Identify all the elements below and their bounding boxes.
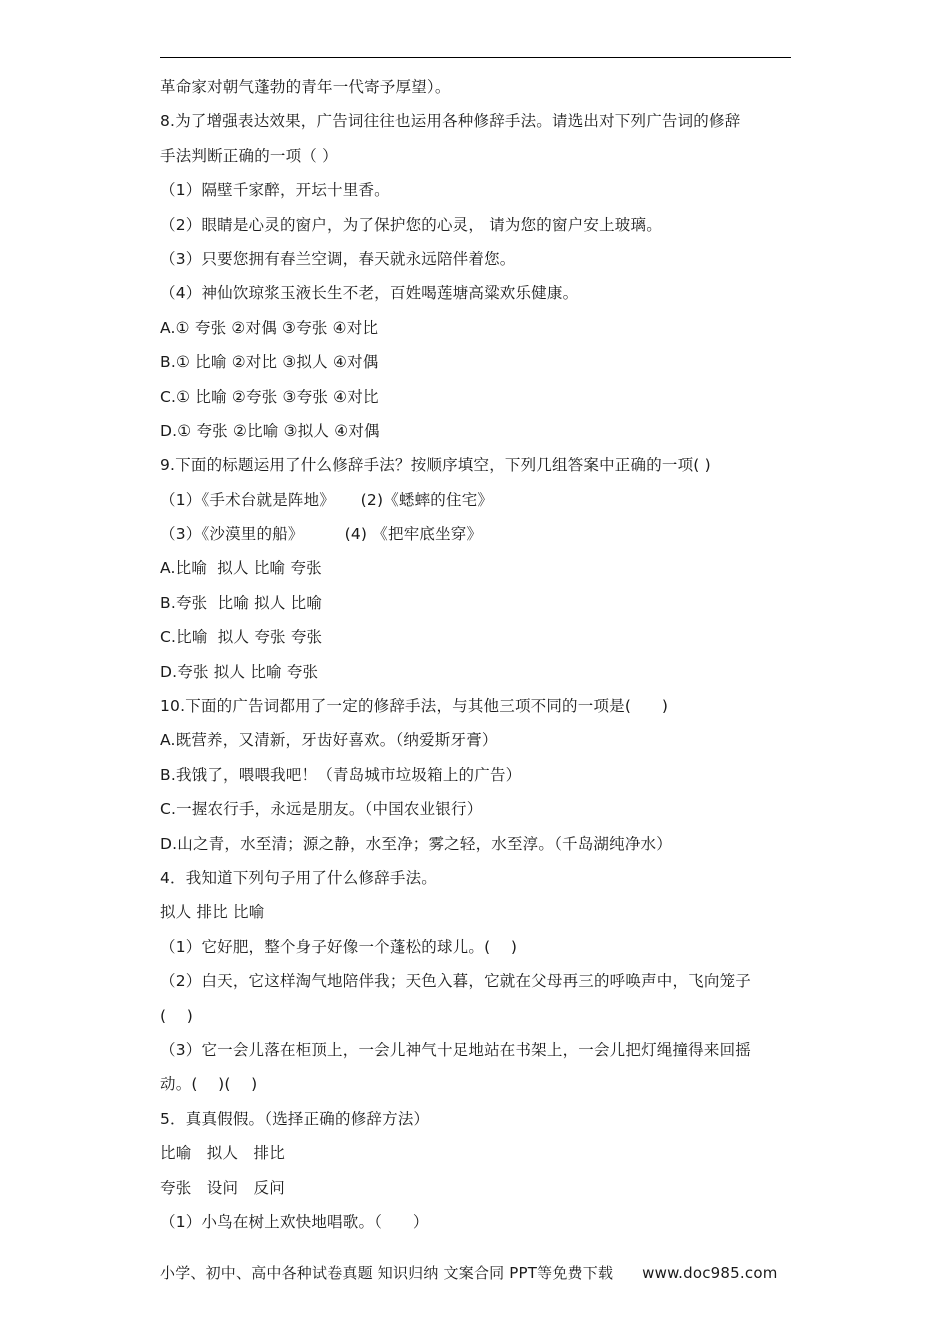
question-8-stem: 8.为了增强表达效果，广告词往往也运用各种修辞手法。请选出对下列广告词的修辞 (160, 112, 741, 131)
question-8-option-c: C.① 比喻 ②夸张 ③夸张 ④对比 (160, 387, 379, 406)
question-5-stem: 5．真真假假。（选择正确的修辞方法） (160, 1109, 430, 1128)
question-8-item-1: （1）隔壁千家醉，开坛十里香。 (160, 181, 390, 200)
question-9-titles-1: （1）《手术台就是阵地》 (2)《蟋蟀的住宅》 (160, 490, 494, 509)
document-body (160, 70, 800, 1239)
question-8-option-d: D.① 夸张 ②比喻 ③拟人 ④对偶 (160, 421, 380, 440)
footer-text: 小学、初中、高中各种试卷真题 知识归纳 文案合同 PPT等免费下载 (160, 1264, 614, 1282)
question-8-option-a: A.① 夸张 ②对偶 ③夸张 ④对比 (160, 318, 379, 337)
footer-url[interactable]: www.doc985.com (642, 1264, 778, 1282)
question-5-item-1: （1）小鸟在树上欢快地唱歌。（ ） (160, 1212, 429, 1231)
question-10-option-c: C.一握农行手，永远是朋友。（中国农业银行） (160, 800, 483, 819)
question-5-choices-2: 夸张 设问 反问 (160, 1178, 285, 1197)
question-5-choices-1: 比喻 拟人 排比 (160, 1144, 285, 1163)
question-4-item-2: （2）白天，它这样淘气地陪伴我；天色入暮，它就在父母再三的呼唤声中，飞向笼子 (160, 972, 751, 991)
question-4-item-1: （1）它好肥，整个身子好像一个蓬松的球儿。( ) (160, 937, 518, 956)
header-rule (160, 57, 791, 58)
answer-blank: 动。( )( ) (160, 1075, 258, 1094)
answer-blank: ( ) (160, 1006, 194, 1025)
question-9-titles-2: （3）《沙漠里的船》 (4) 《把牢底坐穿》 (160, 525, 483, 544)
question-10-stem: 10.下面的广告词都用了一定的修辞手法，与其他三项不同的一项是( ) (160, 697, 669, 716)
question-8-item-2: （2）眼睛是心灵的窗户，为了保护您的心灵， 请为您的窗户安上玻璃。 (160, 215, 662, 234)
question-9-stem: 9.下面的标题运用了什么修辞手法？按顺序填空，下列几组答案中正确的一项( ) (160, 456, 711, 475)
question-9-option-d: D.夸张 拟人 比喻 夸张 (160, 662, 319, 681)
question-10-option-a: A.既营养，又清新，牙齿好喜欢。（纳爱斯牙膏） (160, 731, 498, 750)
text-line: 革命家对朝气蓬勃的青年一代寄予厚望）。 (160, 78, 451, 96)
question-8-item-3: （3）只要您拥有春兰空调，春天就永远陪伴着您。 (160, 249, 516, 268)
page-footer (160, 1262, 778, 1283)
question-4-item-3: （3）它一会儿落在柜顶上，一会儿神气十足地站在书架上，一会儿把灯绳撞得来回摇 (160, 1040, 751, 1059)
question-9-option-b: B.夸张 比喻 拟人 比喻 (160, 593, 323, 612)
question-10-option-d: D.山之青，水至清；源之静，水至净；雾之轻，水至淳。（千岛湖纯净水） (160, 834, 672, 853)
question-8-option-b: B.① 比喻 ②对比 ③拟人 ④对偶 (160, 353, 379, 372)
question-10-option-b: B.我饿了，喂喂我吧！（青岛城市垃圾箱上的广告） (160, 765, 522, 784)
question-4-stem: 4．我知道下列句子用了什么修辞手法。 (160, 868, 437, 887)
question-9-option-a: A.比喻 拟人 比喻 夸张 (160, 559, 322, 578)
text-line: 手法判断正确的一项（ ） (160, 146, 338, 165)
question-9-option-c: C.比喻 拟人 夸张 夸张 (160, 628, 323, 647)
question-4-choices: 拟人 排比 比喻 (160, 903, 265, 922)
question-8-item-4: （4）神仙饮琼浆玉液长生不老，百姓喝莲塘高粱欢乐健康。 (160, 284, 579, 303)
